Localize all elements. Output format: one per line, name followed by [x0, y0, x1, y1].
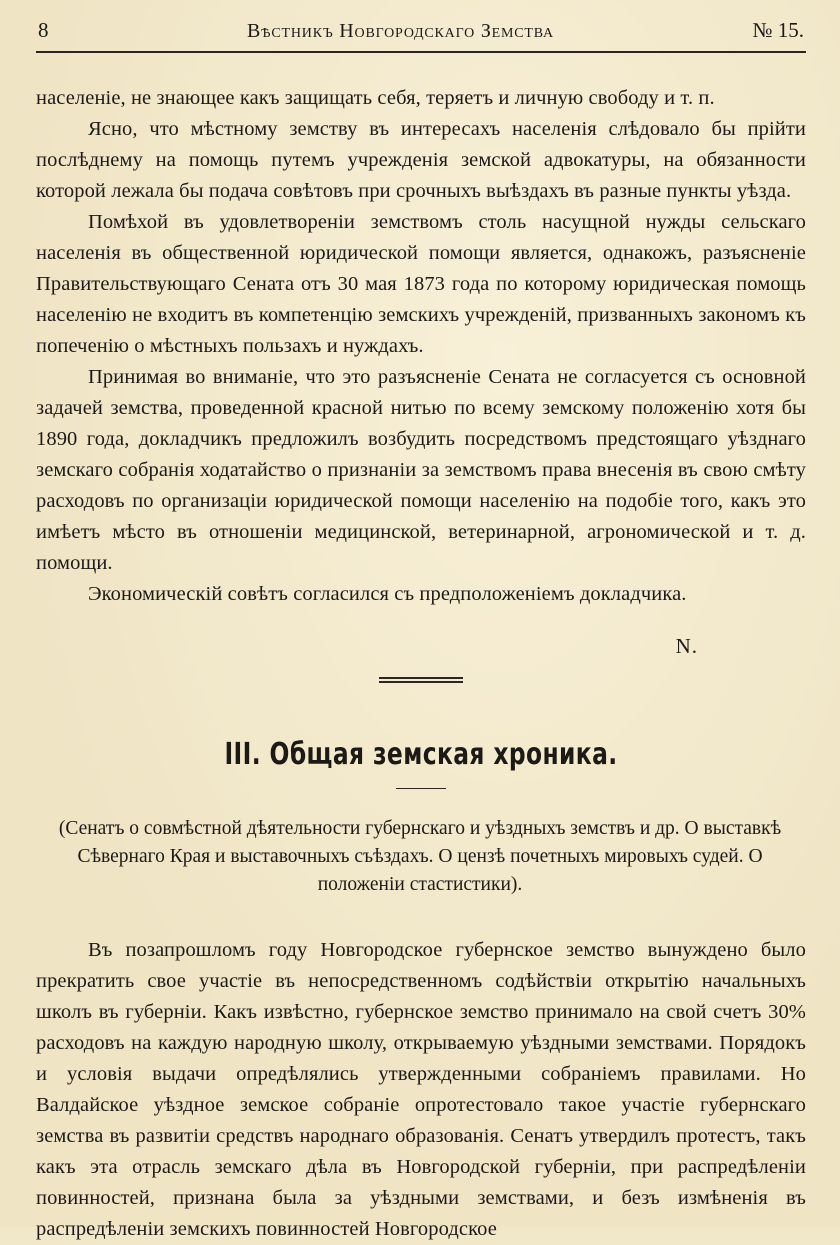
- body-text-top: [36, 83, 806, 610]
- running-header: [36, 18, 806, 53]
- section-summary: (Сенатъ о совмѣстной дѣятельности губернскаго и уѣздныхъ земствъ и др. О выставкѣ Сѣвернаго Края и выставочныхъ съѣздахъ. О цензѣ почетныхъ мировыхъ судей. О положеніи стастистики).: [58, 818, 782, 895]
- paragraph: Въ позапрошломъ году Новгородское губернское земство вынуждено было прекратить свое участіе въ непосредственномъ содѣйствіи открытію начальныхъ школъ въ губерніи. Какъ извѣстно, губернское земство принимало на свой счетъ 30% расходовъ на каждую народную школу, открываемую уѣздными земствами. Порядокъ и условія выдачи опредѣлялись утвержденными собраніемъ правилами. Но Валдайское уѣздное земское собраніе опротестовало такое участіе губернскаго земства въ развитіи средствъ народнаго образованія. Сенатъ утвердилъ протестъ, такъ какъ эта отрасль земскаго дѣла въ Новгородской губерніи, при распредѣленіи повинностей, признана была за уѣздными земствами, и безъ измѣненія въ распредѣленіи земскихъ повинностей Новгородское: [36, 939, 806, 1240]
- paragraph: населеніе, не знающее какъ защищать себя, теряетъ и личную свободу и т. п.: [36, 87, 715, 109]
- paragraph: Помѣхой въ удовлетвореніи земствомъ столь насущной нужды сельскаго населенія въ общественной юридической помощи является, однакожъ, разъясненіе Правительствующаго Сената отъ 30 мая 1873 года по которому юридическая помощь населенію не входитъ въ компетенцію земскихъ учрежденій, призванныхъ закономъ къ попеченію о мѣстныхъ пользахъ и нуждахъ.: [36, 211, 806, 357]
- page-number: 8: [38, 18, 49, 42]
- paragraph: Ясно, что мѣстному земству въ интересахъ населенія слѣдовало бы прійти послѣднему на помощь путемъ учрежденія земской адвокатуры, на обязанности которой лежала бы подача совѣтовъ при срочныхъ выѣздахъ въ разные пункты уѣзда.: [36, 118, 806, 202]
- author-signature: N.: [675, 634, 698, 658]
- paragraph: Принимая во вниманіе, что это разъясненіе Сената не согласуется съ основной задачей земства, проведенной красной нитью по всему земскому положенію хотя бы 1890 года, докладчикъ предложилъ возбудить посредствомъ предстоящаго уѣзднаго земскаго собранія ходатайство о признаніи за земствомъ права внесенія въ свою смѣту расходовъ по организаціи юридической помощи населенію на подобіе того, какъ это имѣетъ мѣсто въ отношеніи медицинской, ветеринарной, агрономической и т. д. помощи.: [36, 366, 806, 574]
- section-divider: [379, 677, 463, 679]
- issue-number: № 15.: [752, 18, 804, 42]
- journal-title: Вѣстникъ Новгородскаго Земства: [247, 20, 554, 42]
- title-rule: [396, 788, 446, 789]
- section-title: III. Общая земская хроника.: [224, 737, 618, 772]
- paragraph: Экономическій совѣтъ согласился съ предположеніемъ докладчика.: [88, 583, 687, 605]
- body-text-bottom: [36, 935, 806, 1245]
